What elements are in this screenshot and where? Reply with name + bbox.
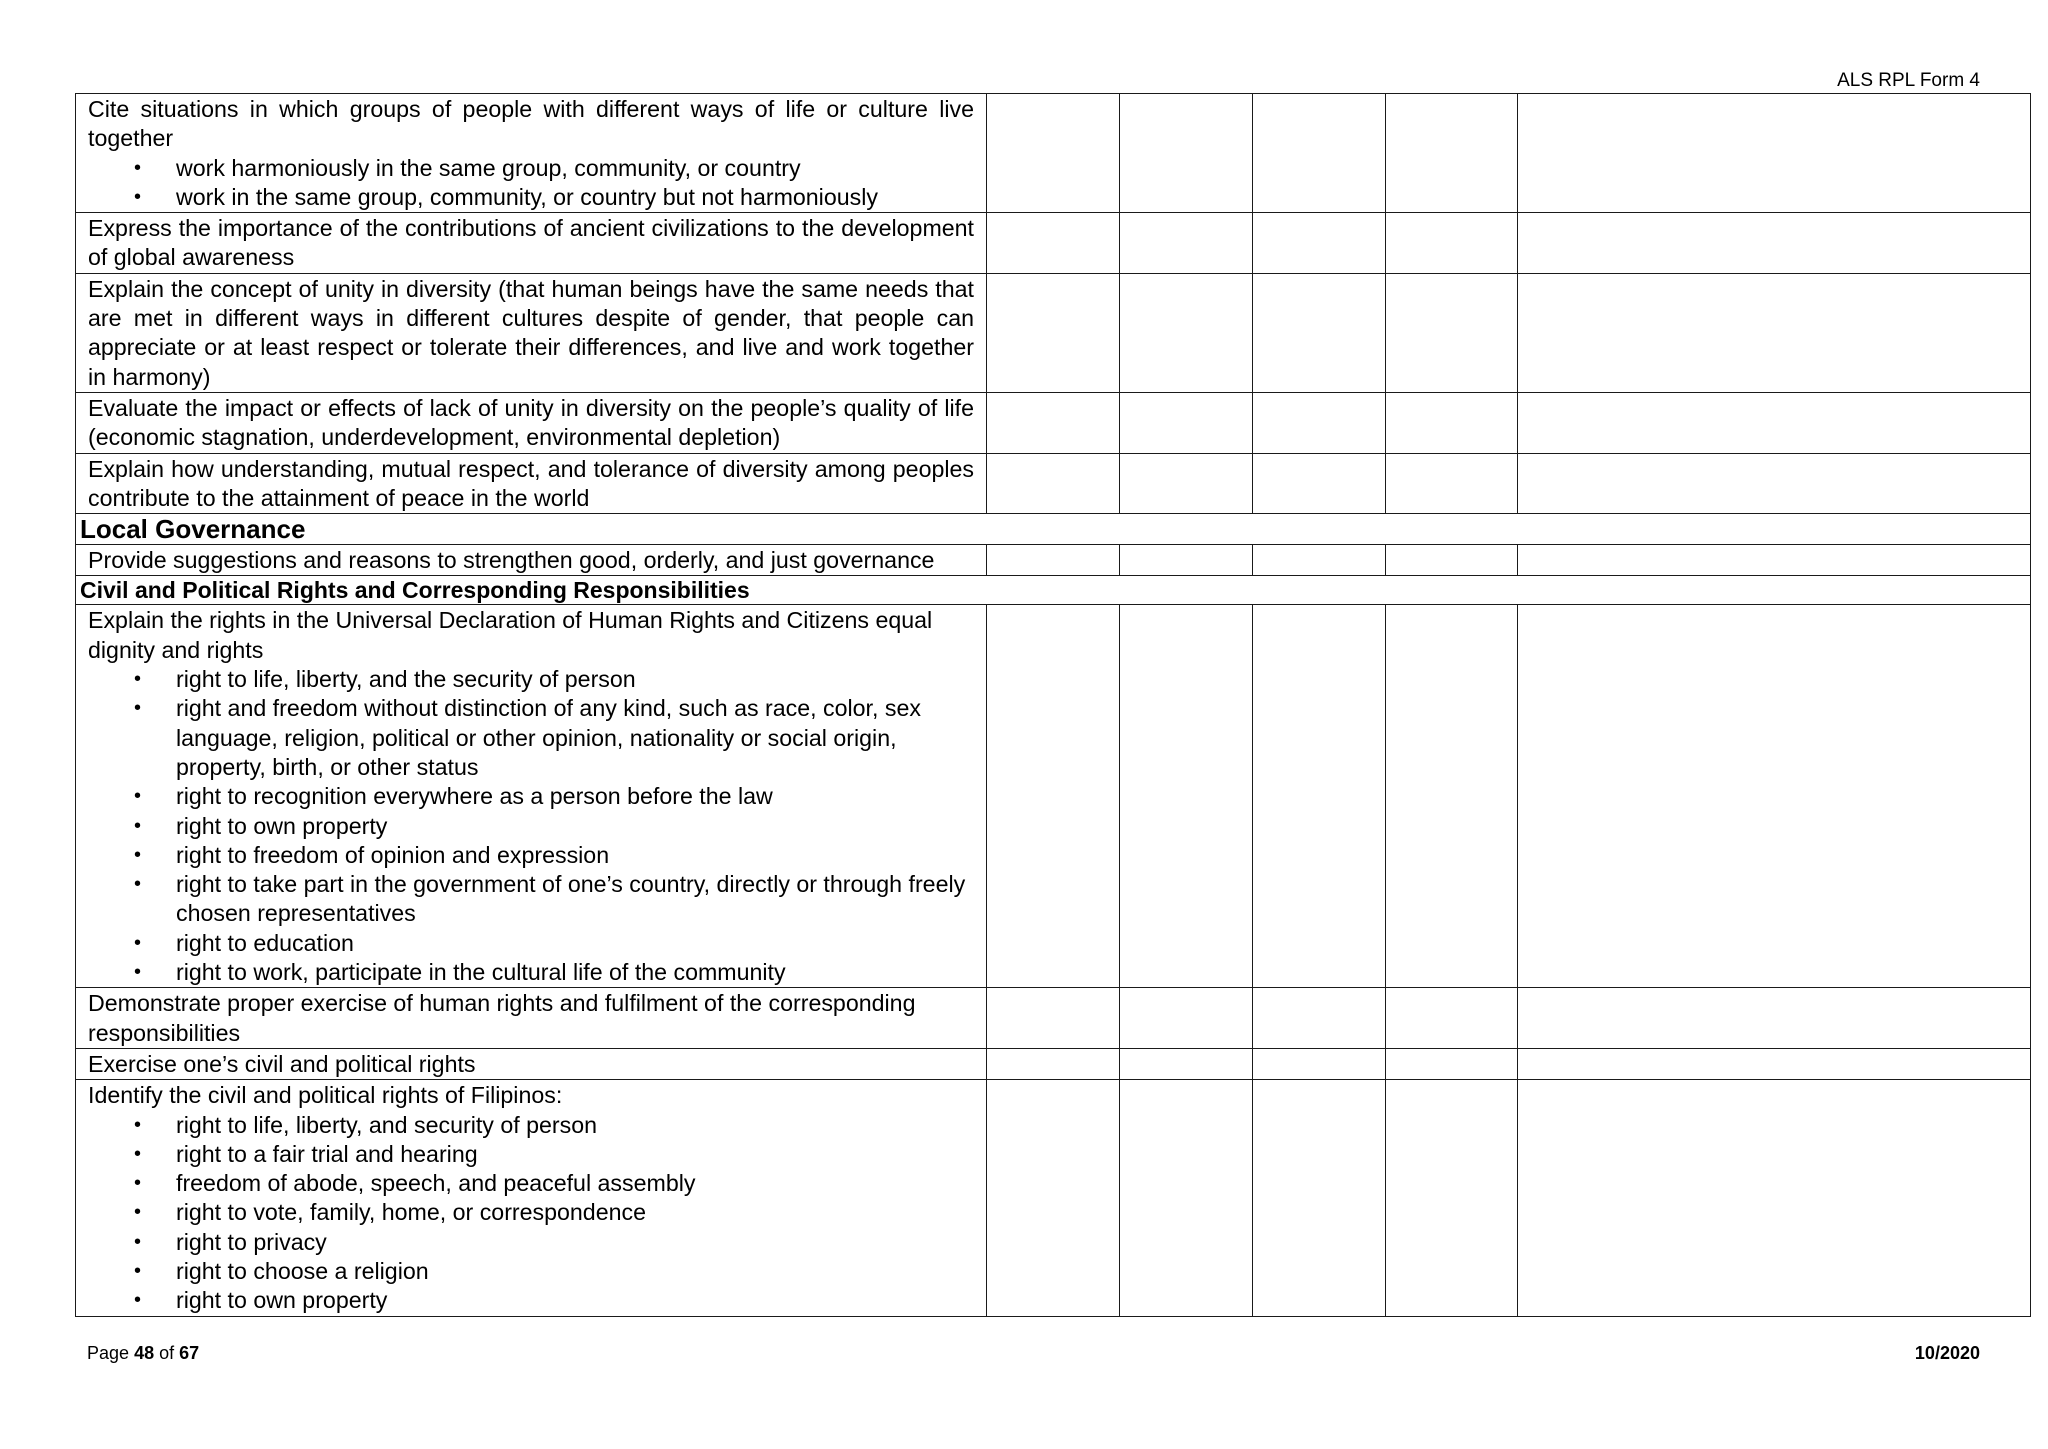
response-cell[interactable] [987,988,1120,1049]
response-cell[interactable] [1120,988,1253,1049]
competency-bullet: • right to own property [176,1286,974,1315]
response-cell[interactable] [1386,94,1518,213]
competency-text: Evaluate the impact or effects of lack of unity in diversity on the people’s quality of life (economic stagnation, underdevelopment, environmental depletion) [88,394,974,451]
competency-bullet: • right to recognition everywhere as a person before the law [176,782,974,811]
response-cell[interactable] [1518,605,2031,988]
competency-text: Explain how understanding, mutual respect, and tolerance of diversity among peoples contribute to the attainment of peace in the world [88,455,974,511]
response-cell[interactable] [987,273,1120,392]
response-cell[interactable] [1386,1048,1518,1079]
page-current: 48 [134,1343,155,1363]
competency-row [76,1080,2031,1316]
response-cell[interactable] [1253,605,1386,988]
section-row [76,576,2031,605]
response-cell[interactable] [1120,605,1253,988]
competency-row [76,273,2031,392]
response-cell[interactable] [1518,545,2031,576]
response-cell[interactable] [1120,392,1253,453]
response-cell[interactable] [987,453,1120,514]
competency-text: Explain the concept of unity in diversity (that human beings have the same needs that are met in different ways in different cultures despite of gender, that people can appreciate or at least respect or tolerate their differences, and live and work together in harmony) [88,275,974,390]
competency-text: Identify the civil and political rights of Filipinos: [88,1082,563,1109]
section-heading: Civil and Political Rights and Corresponding Responsibilities [76,576,2031,605]
competency-bullet: • right to education [176,929,974,958]
competency-bullet: • right to own property [176,812,974,841]
page-word: Page [87,1343,130,1363]
response-cell[interactable] [1120,1080,1253,1316]
competency-cell [76,453,987,514]
competency-bullet-list [88,154,974,213]
response-cell[interactable] [1386,1080,1518,1316]
response-cell[interactable] [1120,1048,1253,1079]
response-cell[interactable] [1253,453,1386,514]
response-cell[interactable] [1386,213,1518,274]
competency-cell [76,988,987,1049]
section-row [76,514,2031,545]
competency-bullet: • right to take part in the government of one’s country, directly or through freely chosen representatives [176,870,974,929]
response-cell[interactable] [1518,453,2031,514]
response-cell[interactable] [987,605,1120,988]
response-cell[interactable] [987,94,1120,213]
competency-cell [76,392,987,453]
competency-row [76,392,2031,453]
response-cell[interactable] [1518,213,2031,274]
response-cell[interactable] [987,1048,1120,1079]
competency-text: Exercise one’s civil and political rights [88,1050,476,1077]
competency-cell [76,545,987,576]
response-cell[interactable] [1518,988,2031,1049]
competency-cell [76,1080,987,1316]
response-cell[interactable] [1518,1048,2031,1079]
response-cell[interactable] [987,1080,1120,1316]
page-of: of [159,1343,175,1363]
competency-bullet: • right to freedom of opinion and expression [176,841,974,870]
response-cell[interactable] [1120,273,1253,392]
competency-cell [76,94,987,213]
competency-bullet: • right to choose a religion [176,1257,974,1286]
competency-bullet-list [88,665,974,987]
response-cell[interactable] [1386,392,1518,453]
response-cell[interactable] [1386,988,1518,1049]
competency-cell [76,605,987,988]
competency-text: Express the importance of the contributions of ancient civilizations to the development of global awareness [88,215,974,271]
response-cell[interactable] [1120,94,1253,213]
response-cell[interactable] [1120,453,1253,514]
page-number [87,1343,199,1364]
response-cell[interactable] [1386,605,1518,988]
competency-cell [76,1048,987,1079]
competency-text: Provide suggestions and reasons to strengthen good, orderly, and just governance [88,547,935,574]
competency-cell [76,273,987,392]
response-cell[interactable] [1120,213,1253,274]
response-cell[interactable] [1386,545,1518,576]
response-cell[interactable] [1253,1080,1386,1316]
response-cell[interactable] [1253,273,1386,392]
response-cell[interactable] [1518,1080,2031,1316]
response-cell[interactable] [1253,213,1386,274]
response-cell[interactable] [1253,94,1386,213]
competency-row [76,94,2031,213]
response-cell[interactable] [987,545,1120,576]
response-cell[interactable] [1253,988,1386,1049]
competency-bullet: • freedom of abode, speech, and peaceful assembly [176,1169,974,1198]
competency-bullet: • work harmoniously in the same group, community, or country [176,154,974,183]
competency-row [76,988,2031,1049]
competency-bullet: • right and freedom without distinction of any kind, such as race, color, sex language, religion, political or other opinion, nationality or social origin, property, birth, or other status [176,694,974,782]
competency-bullet: • right to a fair trial and hearing [176,1140,974,1169]
competency-bullet: • right to life, liberty, and the security of person [176,665,974,694]
response-cell[interactable] [1253,1048,1386,1079]
competency-table-body [76,94,2031,1317]
competency-row [76,213,2031,274]
competency-row [76,1048,2031,1079]
response-cell[interactable] [987,213,1120,274]
competency-text: Cite situations in which groups of people with different ways of life or culture live together [88,96,974,152]
response-cell[interactable] [1518,94,2031,213]
competency-row [76,453,2031,514]
section-heading: Local Governance [76,514,2031,545]
response-cell[interactable] [1120,545,1253,576]
response-cell[interactable] [1518,392,2031,453]
response-cell[interactable] [1253,392,1386,453]
competency-text: Explain the rights in the Universal Declaration of Human Rights and Citizens equal dignity and rights [88,607,933,663]
form-label: ALS RPL Form 4 [1837,70,1980,91]
competency-bullet: • right to privacy [176,1228,974,1257]
competency-bullet-list [88,1111,974,1316]
competency-bullet: • right to vote, family, home, or correspondence [176,1198,974,1227]
form-date: 10/2020 [1914,1343,1980,1363]
competency-bullet: • right to life, liberty, and security of person [176,1111,974,1140]
competency-table [75,93,2031,1317]
page-total: 67 [179,1343,200,1363]
response-cell[interactable] [1518,273,2031,392]
competency-bullet: • work in the same group, community, or country but not harmoniously [176,183,974,212]
competency-text: Demonstrate proper exercise of human rights and fulfilment of the corresponding responsibilities [88,990,916,1046]
competency-row [76,545,2031,576]
response-cell[interactable] [987,392,1120,453]
response-cell[interactable] [1386,453,1518,514]
response-cell[interactable] [1253,545,1386,576]
competency-bullet: • right to work, participate in the cultural life of the community [176,958,974,987]
competency-cell [76,213,987,274]
response-cell[interactable] [1386,273,1518,392]
competency-row [76,605,2031,988]
